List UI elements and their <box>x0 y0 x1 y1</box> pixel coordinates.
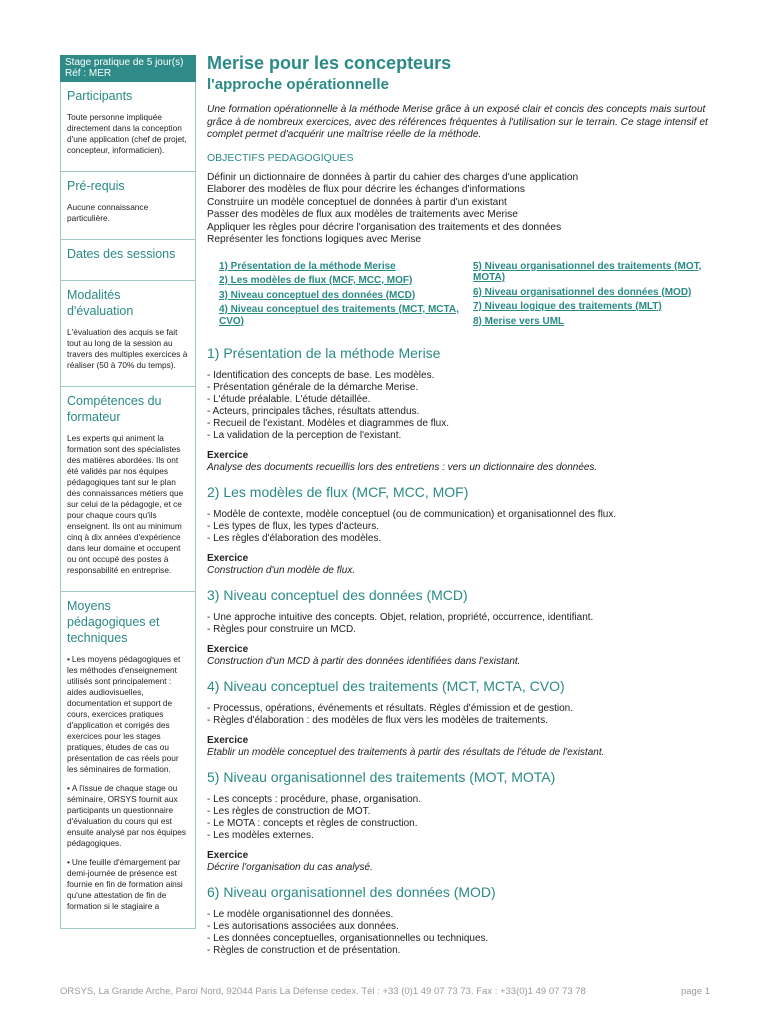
objective-item: Elaborer des modèles de flux pour décrire les échanges d'informations <box>207 184 525 195</box>
competences-title: Compétences du formateur <box>67 394 162 424</box>
competences-box <box>60 387 196 592</box>
course-section <box>207 344 727 474</box>
participants-title: Participants <box>67 89 133 103</box>
objectives-list <box>207 172 727 247</box>
moyens-box <box>60 592 196 929</box>
section-item: - L'étude préalable. L'étude détaillée. <box>207 394 371 405</box>
section-title: 3) Niveau conceptuel des données (MCD) <box>207 587 468 603</box>
course-section <box>207 586 727 668</box>
toc-link-3[interactable]: 3) Niveau conceptuel des données (MCD) <box>219 289 416 301</box>
section-item: - Le modèle organisationnel des données. <box>207 909 394 920</box>
section-items <box>207 703 727 727</box>
section-item: - Présentation générale de la démarche Merise. <box>207 382 419 393</box>
prerequis-box <box>60 172 196 240</box>
toc-link-7[interactable]: 7) Niveau logique des traitements (MLT) <box>473 301 662 312</box>
course-section <box>207 483 727 577</box>
section-item: - Règles pour construire un MCD. <box>207 624 356 635</box>
dates-box[interactable] <box>60 240 196 281</box>
section-items <box>207 794 727 842</box>
section-item: - Recueil de l'existant. Modèles et diagrammes de flux. <box>207 418 450 429</box>
section-item: - Les règles de construction de MOT. <box>207 806 371 817</box>
section-title: 5) Niveau organisationnel des traitements (MOT, MOTA) <box>207 769 556 785</box>
objective-item: Définir un dictionnaire de données à partir du cahier des charges d'une application <box>207 171 579 183</box>
exercise-text: Construction d'un MCD à partir des données identifiées dans l'existant. <box>207 656 521 667</box>
section-item: - Les concepts : procédure, phase, organisation. <box>207 794 422 805</box>
exercise-text: Analyse des documents recueillis lors des entretiens : vers un dictionnaire des données. <box>207 462 598 473</box>
section-item: - Modèle de contexte, modèle conceptuel (ou de communication) et organisationnel des flux. <box>207 509 617 520</box>
exercise-label: Exercice <box>207 644 249 655</box>
modalites-box <box>60 281 196 387</box>
objectives-heading: OBJECTIFS PEDAGOGIQUES <box>207 151 354 164</box>
section-item: - Acteurs, principales tâches, résultats attendus. <box>207 406 420 417</box>
section-item: - Identification des concepts de base. Les modèles. <box>207 370 435 381</box>
page-number: page 1 <box>680 986 710 997</box>
moyens-item: • Une feuille d'émargement par demi-journée de présence est fournie en fin de formation ainsi qu'une attestation de fin de formation si le stagiaire a <box>67 857 183 911</box>
exercise-label: Exercice <box>207 850 249 861</box>
toc-link-4[interactable]: 4) Niveau conceptuel des traitements (MCT, MCTA, CVO) <box>219 304 459 327</box>
section-item: - Le MOTA : concepts et règles de construction. <box>207 818 418 829</box>
section-item: - Les modèles externes. <box>207 830 314 841</box>
section-items <box>207 370 727 442</box>
section-item: - La validation de la perception de l'existant. <box>207 430 402 441</box>
exercise-text: Décrire l'organisation du cas analysé. <box>207 862 373 873</box>
page-subtitle: l'approche opérationnelle <box>207 76 389 93</box>
section-items <box>207 909 727 957</box>
prerequis-title: Pré-requis <box>67 179 125 193</box>
section-items <box>207 509 727 545</box>
section-item: - Les types de flux, les types d'acteurs. <box>207 521 379 532</box>
objective-item: Passer des modèles de flux aux modèles de traitements avec Merise <box>207 209 518 220</box>
toc-column-right <box>473 261 727 331</box>
intro-text: Une formation opérationnelle à la méthode Merise grâce à un exposé clair et concis des concepts mais surtout grâce à de nombreux exercices, avec des références fréquentes à l'utilisation sur le terrain. Ce stage intensif et complet permet d'acquérir une maîtrise réelle de la méthode. <box>207 104 708 140</box>
table-of-contents <box>219 261 727 331</box>
section-item: - Les autorisations associées aux données. <box>207 921 399 932</box>
footer-address: ORSYS, La Grande Arche, Paroi Nord, 92044 Paris La Défense cedex. Tél : +33 (0)1 49 07 73 73. Fax : +33(0)1 49 07 73 78 <box>60 986 586 997</box>
exercise-label: Exercice <box>207 450 249 461</box>
course-reference: Réf : MER <box>65 68 112 79</box>
course-section <box>207 677 727 759</box>
section-item: - Règles d'élaboration : des modèles de flux vers les modèles de traitements. <box>207 715 548 726</box>
exercise-label: Exercice <box>207 553 249 564</box>
section-items <box>207 612 727 636</box>
toc-link-5[interactable]: 5) Niveau organisationnel des traitements (MOT, MOTA) <box>473 260 702 283</box>
objective-item: Appliquer les règles pour décrire l'organisation des traitements et des données <box>207 221 562 233</box>
course-section <box>207 883 727 957</box>
dates-title[interactable]: Dates des sessions <box>67 247 176 261</box>
course-sections <box>207 344 727 957</box>
page-title: Merise pour les concepteurs <box>207 53 452 73</box>
section-title: 2) Les modèles de flux (MCF, MCC, MOF) <box>207 484 469 500</box>
course-info-header <box>60 55 196 82</box>
objective-item: Représenter les fonctions logiques avec Merise <box>207 234 422 245</box>
participants-text: Toute personne impliquée directement dans la conception d'une application (chef de projet, concepteur, informaticien). <box>67 112 187 155</box>
course-section <box>207 768 727 874</box>
modalites-title: Modalités d'évaluation <box>67 288 134 318</box>
section-item: - Règles de construction et de présentation. <box>207 945 401 956</box>
toc-column-left <box>219 261 473 331</box>
section-item: - Processus, opérations, événements et résultats. Règles d'émission et de gestion. <box>207 703 573 714</box>
objective-item: Construire un modèle conceptuel de données à partir d'un existant <box>207 196 507 208</box>
participants-box <box>60 82 196 172</box>
section-item: - Les données conceptuelles, organisationnelles ou techniques. <box>207 933 489 944</box>
prerequis-text: Aucune connaissance particulière. <box>67 202 149 223</box>
toc-link-6[interactable]: 6) Niveau organisationnel des données (MOD) <box>473 286 692 298</box>
sidebar <box>60 55 196 943</box>
moyens-title: Moyens pédagogiques et techniques <box>67 599 160 645</box>
exercise-text: Construction d'un modèle de flux. <box>207 565 356 576</box>
toc-link-1[interactable]: 1) Présentation de la méthode Merise <box>219 260 396 272</box>
section-item: - Les règles d'élaboration des modèles. <box>207 533 382 544</box>
moyens-item: • A l'issue de chaque stage ou séminaire, ORSYS fournit aux participants un questionnaire d'évaluation du cours qui est ensuite analysé par nos équipes pédagogiques. <box>67 783 187 848</box>
section-item: - Une approche intuitive des concepts. Objet, relation, propriété, occurrence, identifiant. <box>207 612 594 623</box>
page-footer <box>60 986 710 997</box>
moyens-item: • Les moyens pédagogiques et les méthodes d'enseignement utilisés sont principalement : aides audiovisuelles, documentation et support de cours, exercices pratiques d'application et corrigés des exercices pour les stages pratiques, études de cas ou présentation de cas réels pour les séminaires de formation. <box>67 654 181 774</box>
moyens-list <box>67 654 189 912</box>
main-content <box>207 52 727 957</box>
toc-link-8[interactable]: 8) Merise vers UML <box>473 315 565 327</box>
toc-link-2[interactable]: 2) Les modèles de flux (MCF, MCC, MOF) <box>219 275 413 286</box>
section-title: 6) Niveau organisationnel des données (MOD) <box>207 884 496 900</box>
course-duration: Stage pratique de 5 jour(s) <box>65 57 184 68</box>
modalites-text: L'évaluation des acquis se fait tout au long de la session au travers des multiples exercices à réaliser (50 à 70% du temps). <box>67 327 188 370</box>
section-title: 4) Niveau conceptuel des traitements (MCT, MCTA, CVO) <box>207 678 565 694</box>
exercise-label: Exercice <box>207 735 249 746</box>
exercise-text: Etablir un modèle conceptuel des traitements à partir des résultats de l'étude de l'existant. <box>207 747 605 758</box>
section-title: 1) Présentation de la méthode Merise <box>207 345 441 361</box>
competences-text: Les experts qui animent la formation sont des spécialistes des matières abordées. Ils ont été validés par nos équipes pédagogiques tant sur le plan des connaissances métiers que sur celui de la pédagogie, et ce pour chaque cours qu'ils enseignent. Ils ont au minimum cinq à dix années d'expérience dans leur domaine et occupent ou ont occupé des postes à responsabilité en entreprise. <box>67 433 184 575</box>
